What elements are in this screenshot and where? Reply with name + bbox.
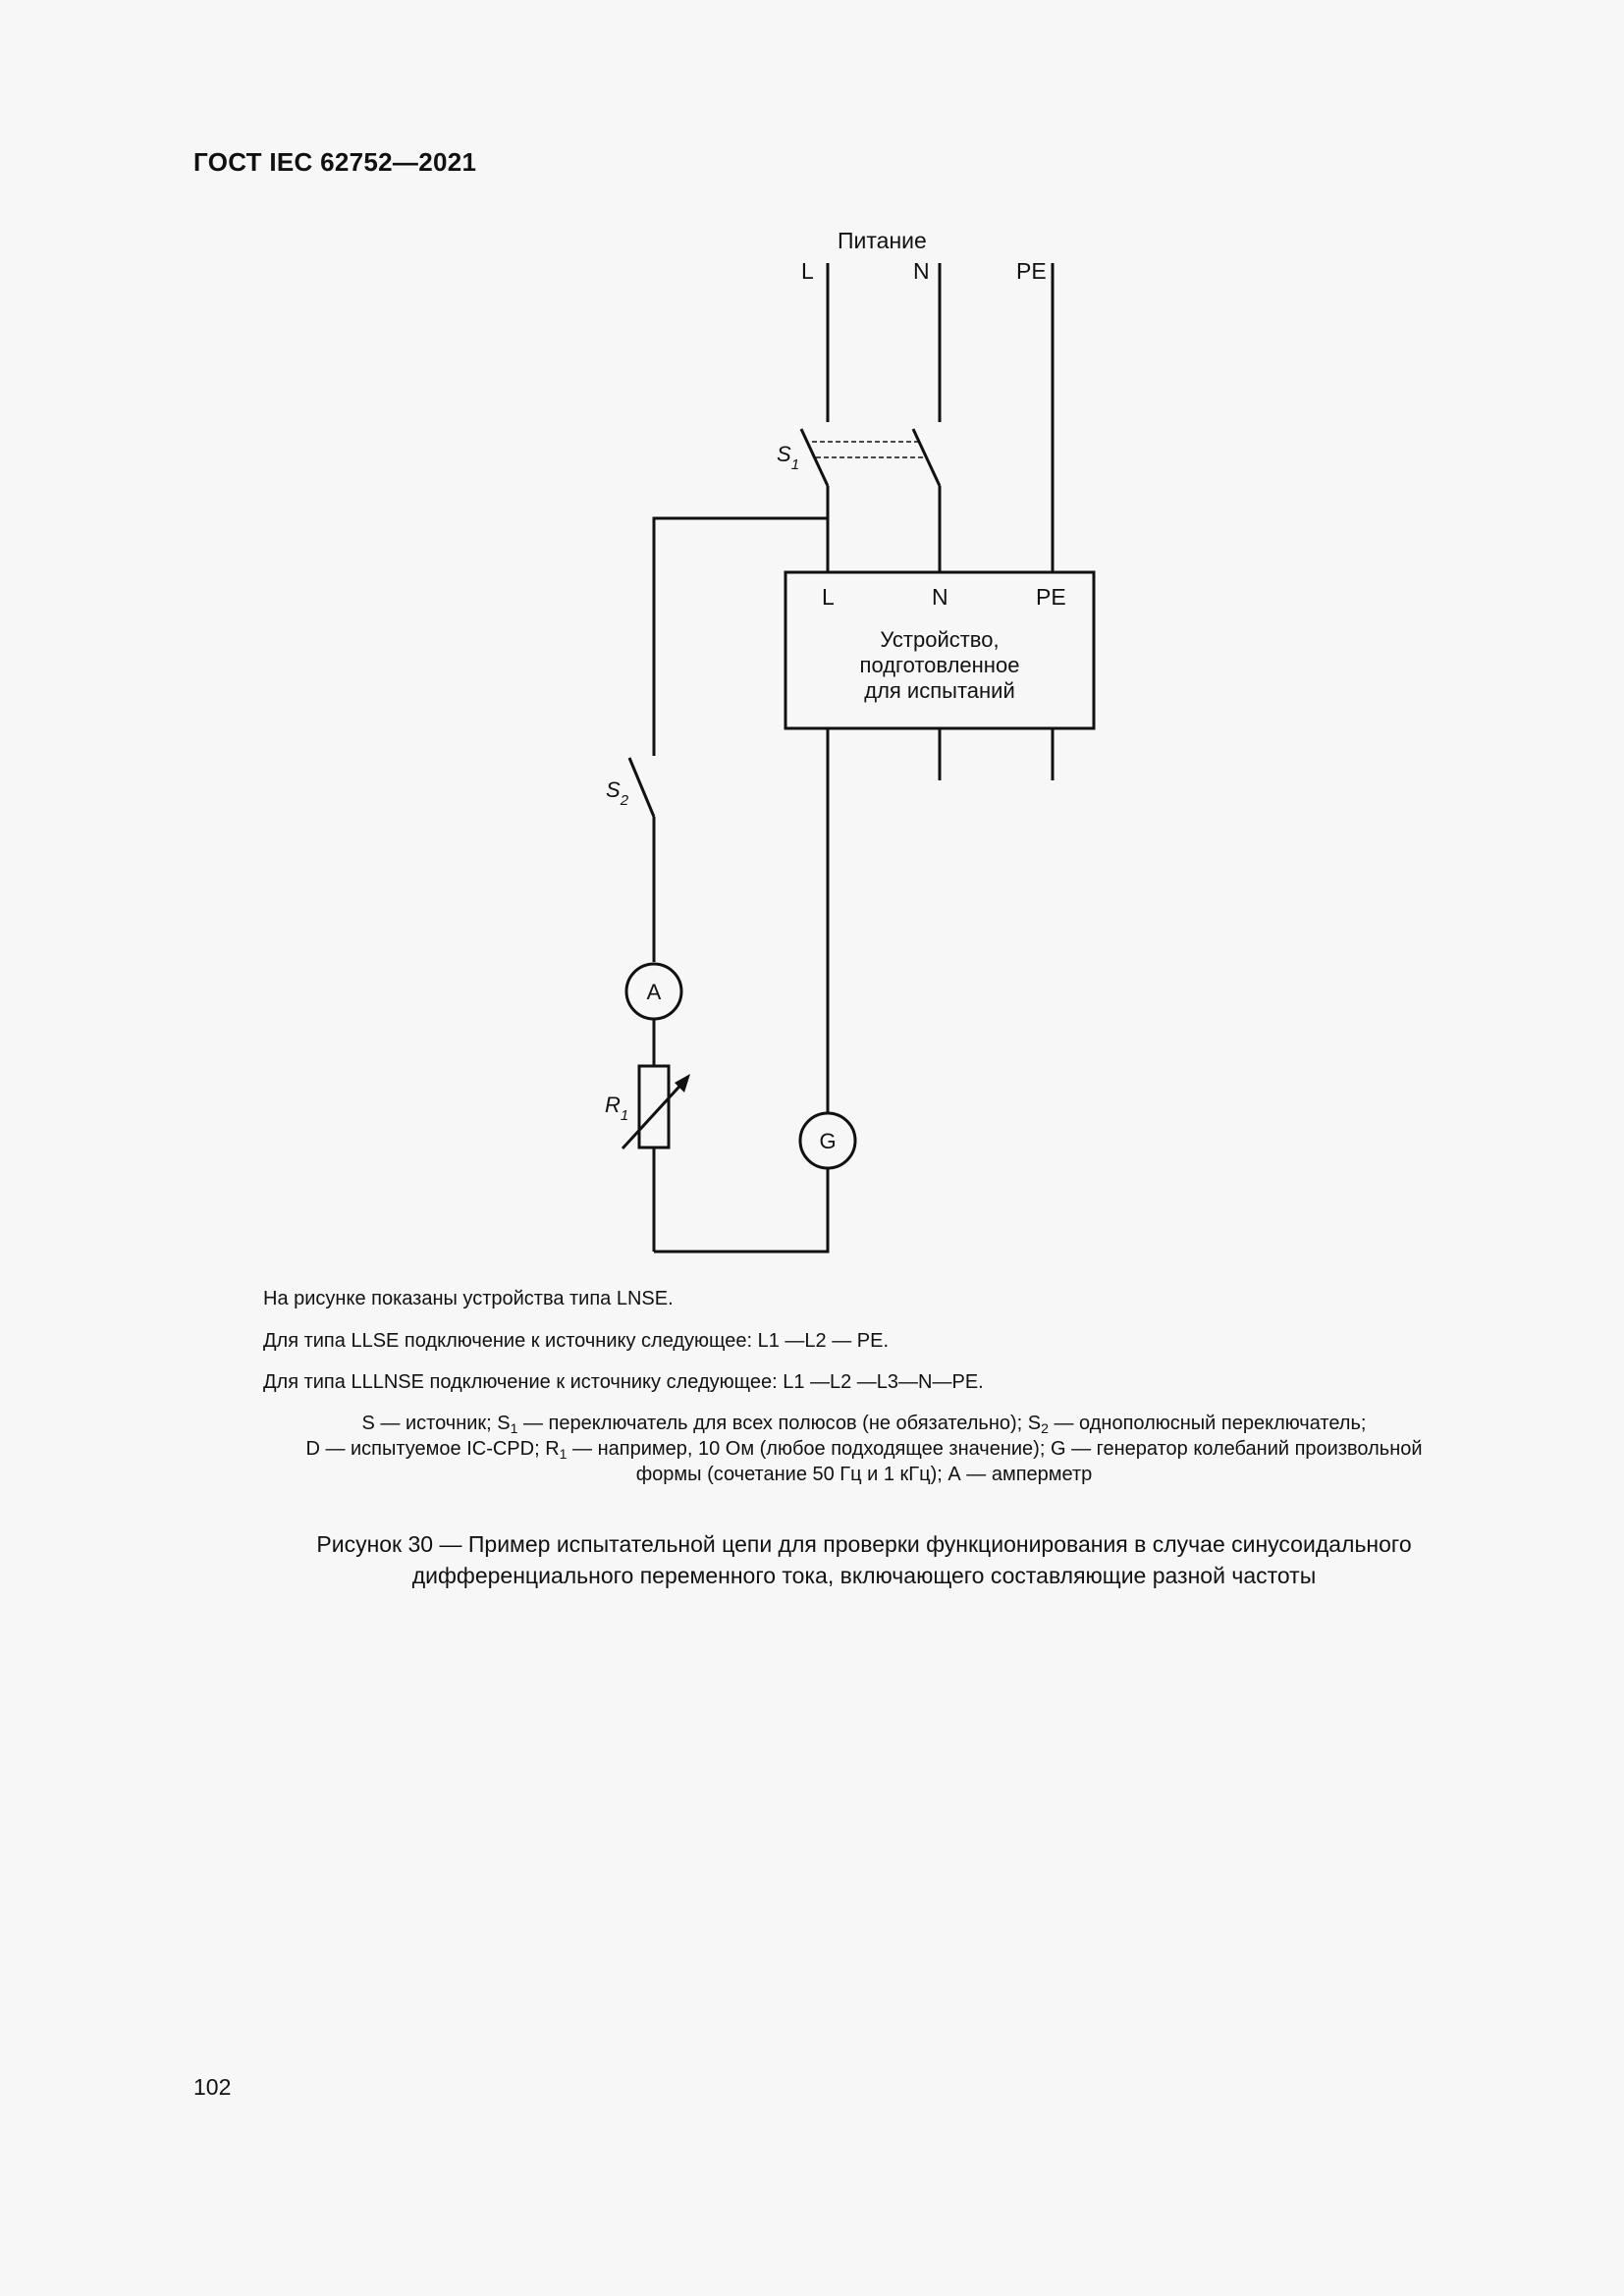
legend-line-2: D — испытуемое IC-CPD; $R_1$ — например, 10 Ом (любое подходящее значение); G — генератор колебаний произвольной <box>305 1438 1423 1462</box>
figure-legend <box>196 1411 1532 1487</box>
device-label-line2: подготовленное <box>859 653 1020 677</box>
return-wire <box>654 1168 828 1252</box>
note-3: Для типа LLLNSE подключение к источнику следующее: L1 —L2 —L3—N—PE. <box>263 1371 984 1393</box>
caption-line-1: Рисунок 30 — Пример испытательной цепи для проверки функционирования в случае синусоидального <box>316 1531 1412 1557</box>
s2-label: $S_2$ <box>606 777 629 809</box>
note-1: На рисунке показаны устройства типа LNSE. <box>263 1288 674 1309</box>
box-terminal-pe: PE <box>1036 584 1066 610</box>
s1-blade-l <box>801 429 828 486</box>
device-label-line3: для испытаний <box>864 678 1015 703</box>
supply-label: Питание <box>838 228 927 253</box>
document-header: ГОСТ IEC 62752—2021 <box>193 147 477 177</box>
supply-terminal-pe: PE <box>1016 258 1047 284</box>
legend-line-3: формы (сочетание 50 Гц и 1 кГц); А — амперметр <box>635 1464 1093 1485</box>
page-number: 102 <box>193 2074 232 2100</box>
box-terminal-l: L <box>822 584 835 610</box>
figure-caption <box>196 1528 1532 1591</box>
generator-label: G <box>819 1129 837 1153</box>
s1-label: $S_1$ <box>777 442 800 473</box>
s1-blade-n <box>913 429 940 486</box>
device-label-line1: Устройство, <box>880 627 1000 652</box>
s2-blade <box>629 758 654 817</box>
supply-terminal-n: N <box>913 258 930 284</box>
legend-line-1: S — источник; $S_1$ — переключатель для всех полюсов (не обязательно); $S_2$ — однополюсный переключатель; <box>361 1413 1367 1436</box>
branch-wire <box>654 518 828 756</box>
box-terminal-n: N <box>932 584 948 610</box>
note-2: Для типа LLSE подключение к источнику следующее: L1 —L2 — PE. <box>263 1330 890 1352</box>
supply-terminal-l: L <box>801 258 814 284</box>
ammeter-label: A <box>646 980 662 1004</box>
r1-label: $R_1$ <box>605 1093 629 1124</box>
caption-line-2: дифференциального переменного тока, включающего составляющие разной частоты <box>411 1563 1317 1588</box>
resistor-r1 <box>639 1066 669 1148</box>
